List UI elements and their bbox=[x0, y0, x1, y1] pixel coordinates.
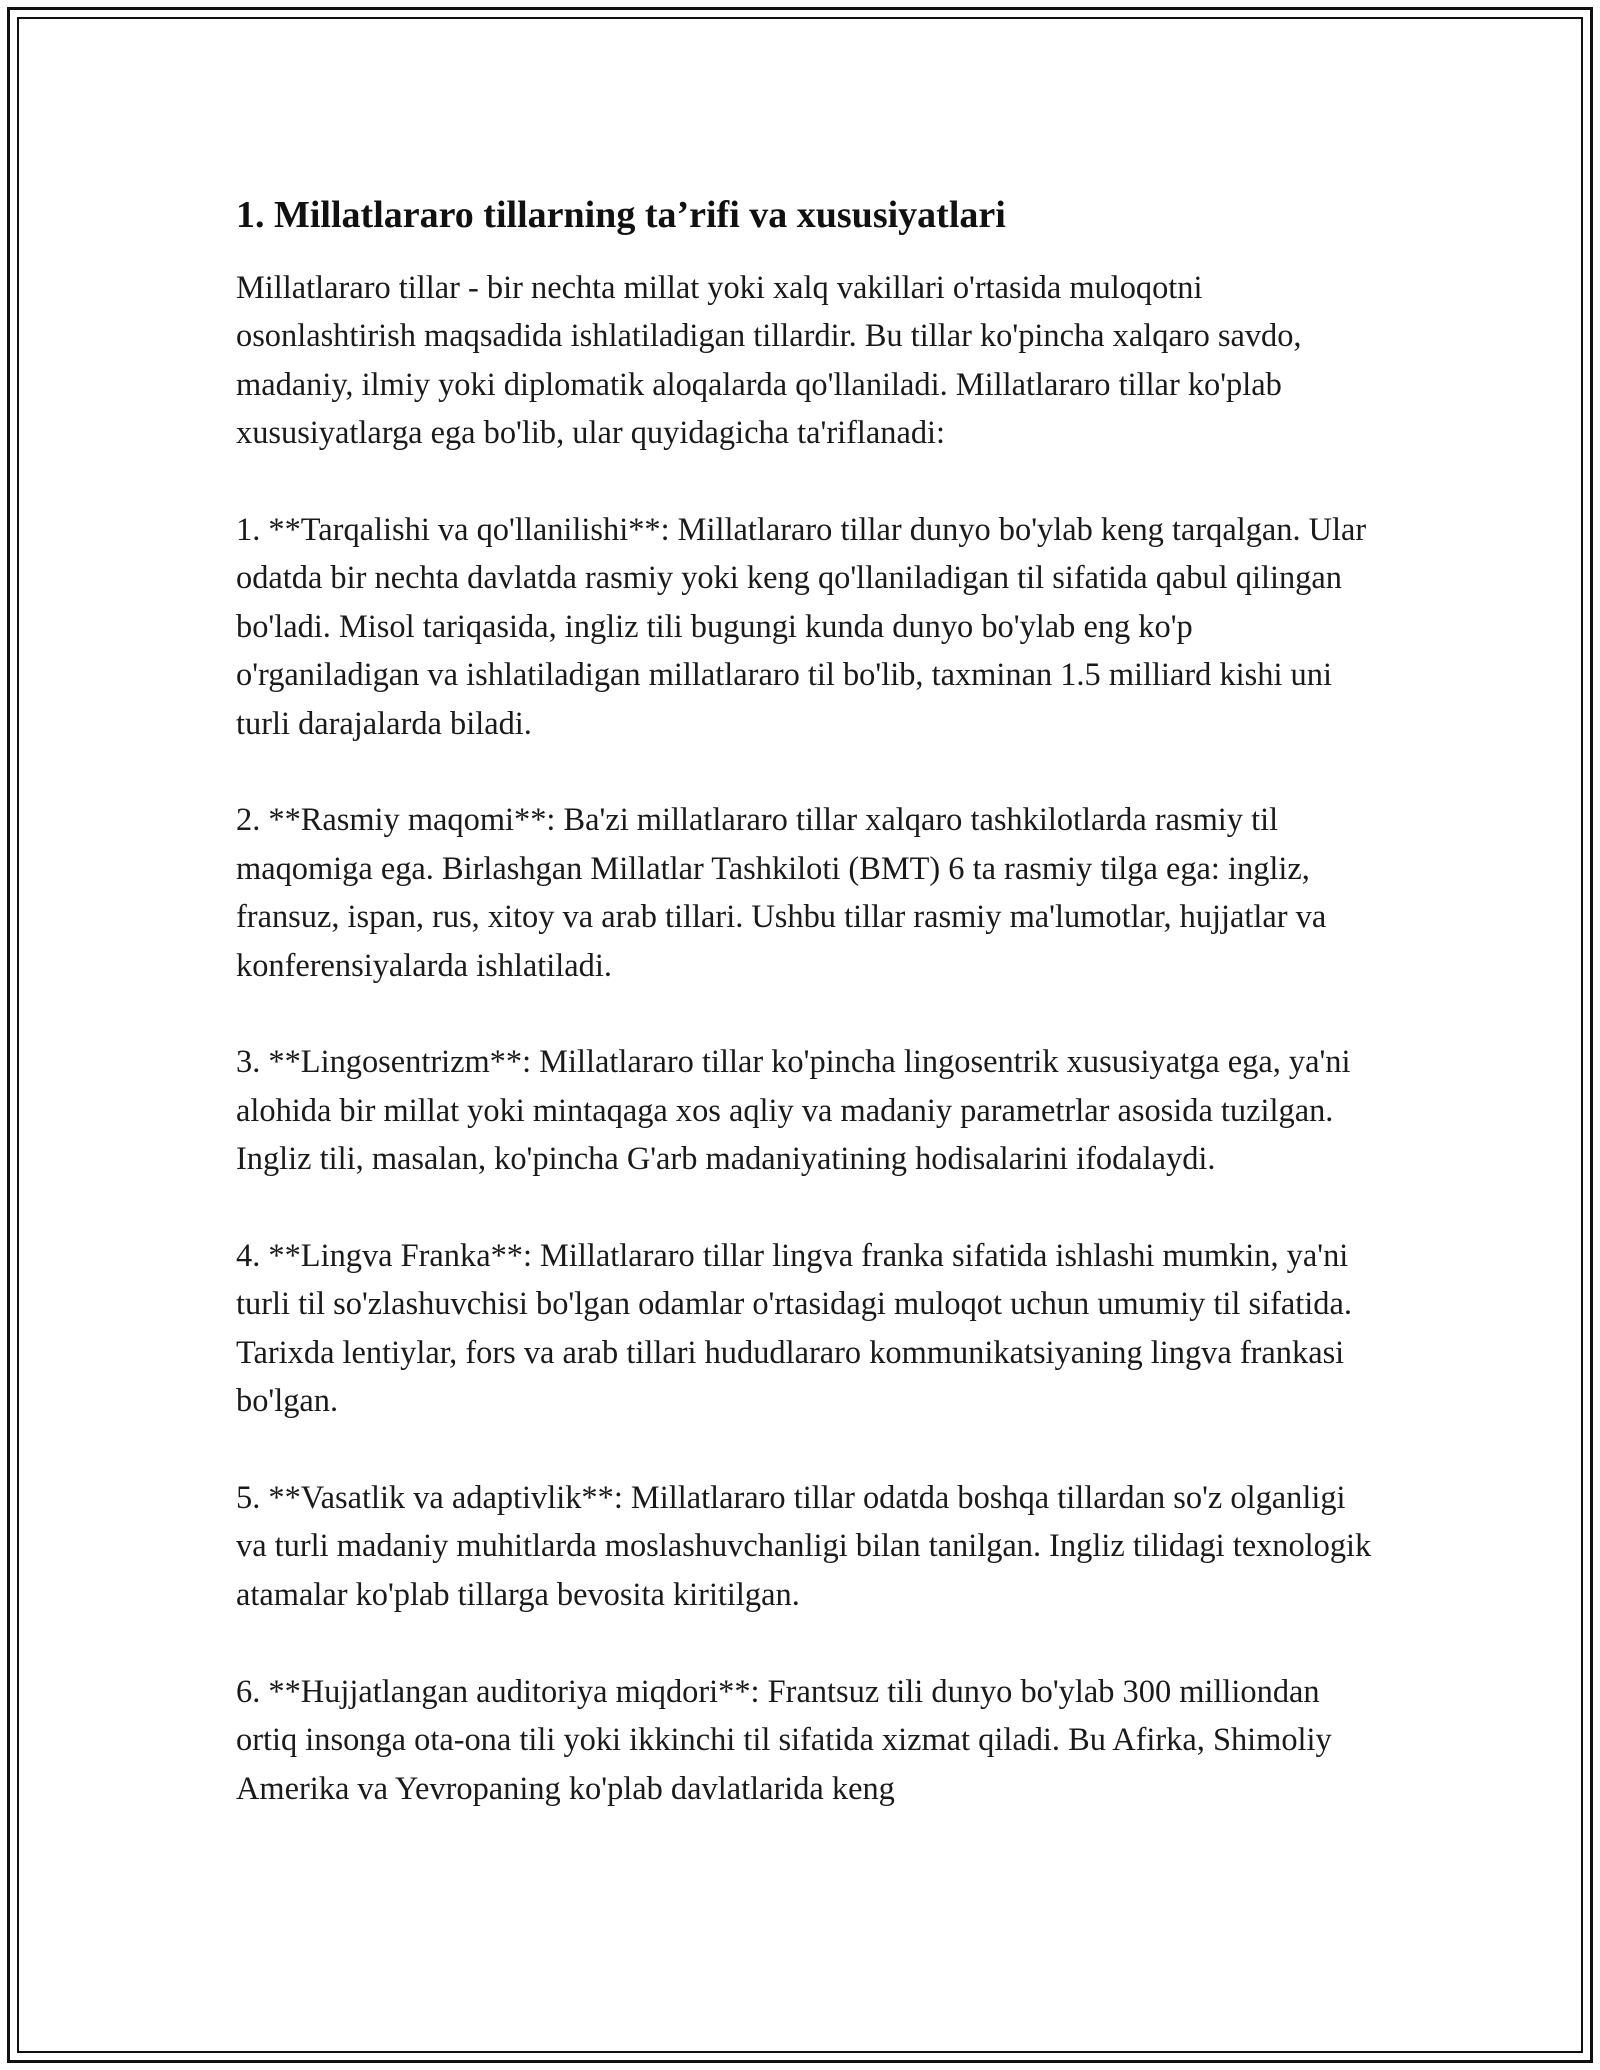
list-item-adaptivity: 5. **Vasatlik va adaptivlik**: Millatlararo tillar odatda boshqa tillardan so'z olganligi va turli madaniy muhitlarda moslashuvchanligi bilan tanilgan. Ingliz tilidagi texnologik atamalar ko'plab tillarga bevosita kiritilgan. bbox=[236, 1480, 1372, 1613]
intro-paragraph: Millatlararo tillar - bir nechta millat yoki xalq vakillari o'rtasida muloqotni osonlashtirish maqsadida ishlatiladigan tillardir. Bu tillar ko'pincha xalqaro savdo, madaniy, ilmiy yoki diplomatik aloqalarda qo'llaniladi. Millatlararo tillar ko'plab xususiyatlarga ega bo'lib, ular quyidagicha ta'riflanadi: bbox=[236, 270, 1302, 452]
list-item-official-status: 2. **Rasmiy maqomi**: Ba'zi millatlararo tillar xalqaro tashkilotlarda rasmiy til maqomiga ega. Birlashgan Millatlar Tashkiloti (BMT) 6 ta rasmiy tilga ega: ingliz, fransuz, ispan, rus, xitoy va arab tillari. Ushbu tillar rasmiy ma'lumotlar, hujjatlar va konferensiyalarda ishlatiladi. bbox=[236, 802, 1327, 984]
document-body bbox=[236, 188, 1376, 1813]
list-item-distribution: 1. **Tarqalishi va qo'llanilishi**: Millatlararo tillar dunyo bo'ylab keng tarqalgan. Ular odatda bir nechta davlatda rasmiy yoki keng qo'llaniladigan til sifatida qabul qilingan bo'ladi. Misol tariqasida, ingliz tili bugungi kunda dunyo bo'ylab eng ko'p o'rganiladigan va ishlatiladigan millatlararo til bo'lib, taxminan 1.5 milliard kishi uni turli darajalarda biladi. bbox=[236, 512, 1367, 742]
list-item-audience-size: 6. **Hujjatlangan auditoriya miqdori**: Frantsuz tili dunyo bo'ylab 300 milliondan ortiq insonga ota-ona tili yoki ikkinchi til sifatida xizmat qiladi. Bu Afirka, Shimoliy Amerika va Yevropaning ko'plab davlatlarida keng bbox=[236, 1673, 1332, 1807]
list-item-lingua-franca: 4. **Lingva Franka**: Millatlararo tillar lingva franka sifatida ishlashi mumkin, ya'ni turli til so'zlashuvchisi bo'lgan odamlar o'rtasidagi muloqot uchun umumiy til sifatida. Tarixda lentiylar, fors va arab tillari hududlararo kommunikatsiyaning lingva frankasi bo'lgan. bbox=[236, 1238, 1352, 1420]
section-heading: 1. Millatlararo tillarning ta’rifi va xususiyatlari bbox=[236, 194, 1006, 236]
list-item-lingocentrism: 3. **Lingosentrizm**: Millatlararo tillar ko'pincha lingosentrik xususiyatga ega, ya'ni alohida bir millat yoki mintaqaga xos aqliy va madaniy parametrlar asosida tuzilgan. Ingliz tili, masalan, ko'pincha G'arb madaniyatining hodisalarini ifodalaydi. bbox=[236, 1044, 1351, 1178]
